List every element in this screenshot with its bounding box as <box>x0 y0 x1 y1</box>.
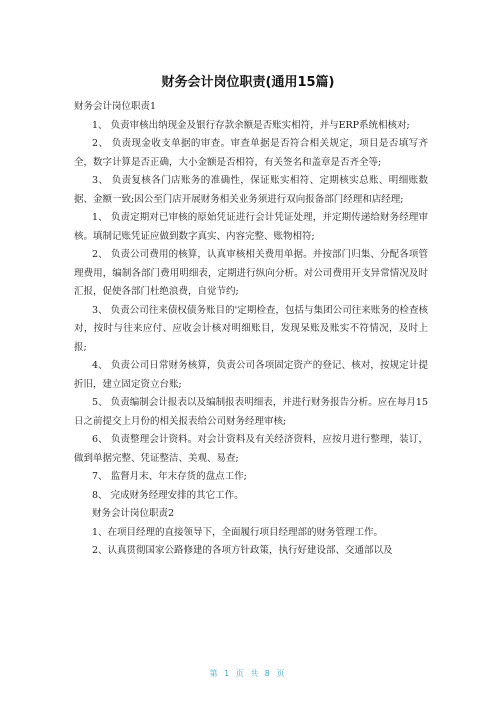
paragraph: 6、 负责整理会计资料。对会计资料及有关经济资料，应按月进行整理，装订，做到单据完整、凭证整洁、美观、易查; <box>74 434 428 464</box>
paragraph: 7、 监督月末、年末存货的盘点工作; <box>92 471 247 482</box>
document-title: 财务会计岗位职责(通用15篇) <box>161 75 335 90</box>
paragraph: 2、认真贯彻国家公路修建的各项方针政策，执行好建设部、交通部以及 <box>92 545 393 556</box>
page-number-footer: 第 1 页 共 8 页 <box>209 669 287 678</box>
paragraph: 5、 负责编制会计报表以及编制报表明细表，并进行财务报告分析。应在每月15日之前提交上月份的相关报表给公司财务经理审核; <box>74 397 428 427</box>
paragraph: 1、 负责定期对已审核的原始凭证进行会计凭证处理，并定期传递给财务经理审核。填制记账凭证应做到数字真实、内容完整、账物相符; <box>74 212 428 242</box>
paragraph: 8、 完成财务经理安排的其它工作。 <box>92 489 244 501</box>
document-body <box>74 98 428 561</box>
paragraph: 3、 负责复核各门店账务的准确性，保证账实相符、定期核实总账、明细账数据、金额一致;因公至门店开展财务相关业务须进行双向报备部门经理和店经理; <box>74 175 428 205</box>
paragraph: 2、 负责现金收支单据的审查。审查单据是否符合相关规定，项目是否填写齐全，数字计算是否正确，大小金额是否相符，有关签名和盖章是否齐全等; <box>74 138 428 168</box>
paragraph: 4、 负责公司日常财务核算，负责公司各项固定资产的登记、核对，按规定计提折旧，建立固定资立台账; <box>74 360 428 390</box>
paragraph: 1、 负责审核出纳现金及银行存款余额是否账实相符，并与ERP系统相核对; <box>92 119 410 131</box>
section-heading-2: 财务会计岗位职责2 <box>92 508 175 519</box>
section-heading-1: 财务会计岗位职责1 <box>74 101 157 112</box>
paragraph: 2、 负责公司费用的核算，认真审核相关费用单据。并按部门归集、分配各项管理费用，编制各部门费用明细表，定期进行纵向分析。对公司费用开支异常情况及时汇报，促使各部门杜绝浪费，自觉节约; <box>74 249 428 297</box>
paragraph: 3、 负责公司往来债权债务账目的'定期检查，包括与集团公司往来账务的检查核对，按时与往来应付、应收会计核对明细账目，发现呆账及账实不符情况，及时上报; <box>74 304 428 353</box>
paragraph: 1、在项目经理的直接领导下，全面履行项目经理部的财务管理工作。 <box>92 526 384 538</box>
